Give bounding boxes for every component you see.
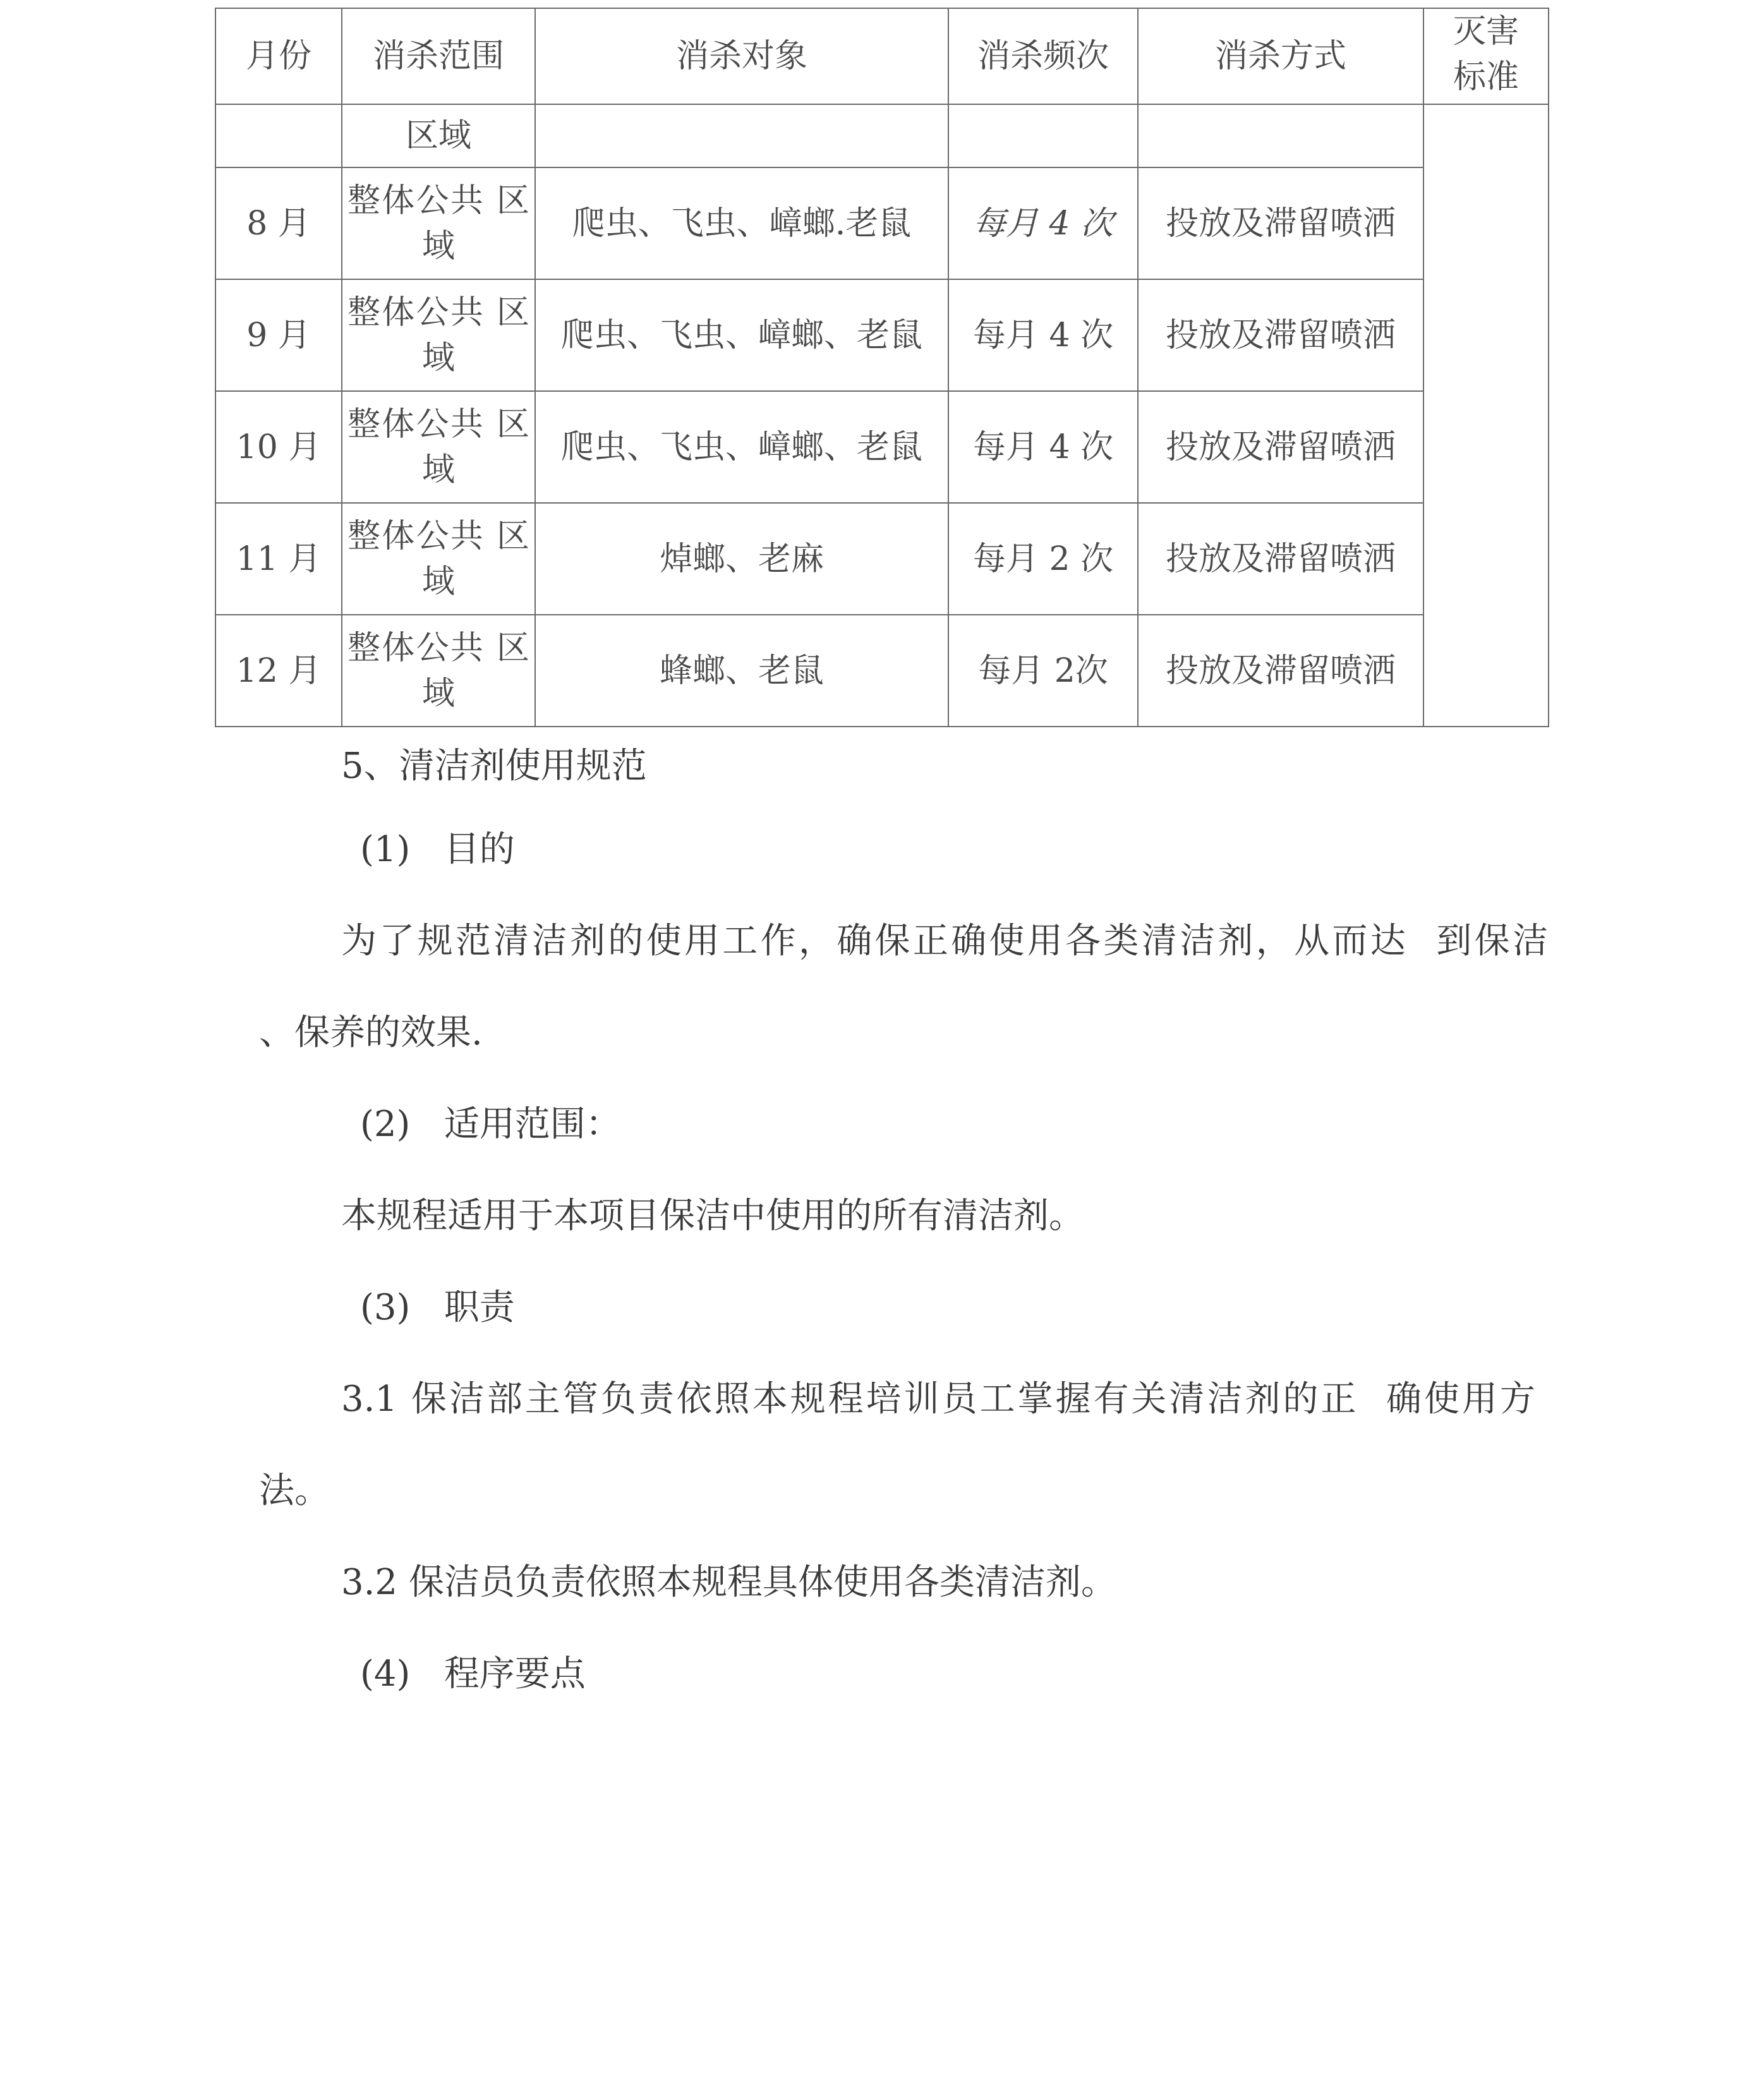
cell-month: 12 月 bbox=[215, 615, 342, 727]
cell-target: 爬虫、飞虫、嶂螂、老鼠 bbox=[535, 279, 948, 391]
table-row bbox=[215, 279, 1549, 391]
cell-month: 10 月 bbox=[215, 391, 342, 503]
cell-month: 9 月 bbox=[215, 279, 342, 391]
header-standard bbox=[1423, 8, 1549, 104]
cell-frequency-empty bbox=[948, 104, 1138, 167]
cell-month-empty bbox=[215, 104, 342, 167]
item1-paragraph-line2: 、保养的效果. bbox=[259, 1012, 483, 1053]
table-row bbox=[215, 615, 1549, 727]
header-month: 月份 bbox=[215, 8, 342, 104]
item3-paragraph1-line2: 法。 bbox=[259, 1470, 330, 1511]
cell-target: 爬虫、飞虫、嶂螂.老鼠 bbox=[535, 167, 948, 279]
item1-paragraph-line1: 为了规范清洁剂的使用工作，确保正确使用各类清洁剂，从而达 到保洁 bbox=[341, 921, 1548, 962]
scope-text-line1: 整体公共 区 bbox=[347, 517, 529, 555]
cell-method: 投放及滞留喷洒 bbox=[1138, 503, 1423, 615]
cell-scope-continued: 区域 bbox=[342, 104, 535, 167]
table-header-row bbox=[215, 8, 1549, 104]
scope-text-line1: 整体公共 区 bbox=[347, 293, 529, 332]
header-frequency: 消杀频次 bbox=[948, 8, 1138, 104]
cell-frequency: 每月 2次 bbox=[948, 615, 1138, 727]
cell-scope bbox=[342, 167, 535, 279]
cell-target: 焯螂、老麻 bbox=[535, 503, 948, 615]
header-target: 消杀对象 bbox=[535, 8, 948, 104]
scope-text-line2: 域 bbox=[421, 450, 455, 489]
item3-paragraph2: 3.2 保洁员负责依照本规程具体使用各类清洁剂。 bbox=[341, 1562, 1116, 1603]
cell-frequency: 每月 2 次 bbox=[948, 503, 1138, 615]
item4-heading: (4) 程序要点 bbox=[360, 1653, 586, 1695]
scope-text-line2: 域 bbox=[421, 227, 455, 265]
cell-scope bbox=[342, 503, 535, 615]
scope-text-line1: 整体公共 区 bbox=[347, 181, 529, 220]
section-title: 5、清洁剂使用规范 bbox=[341, 746, 647, 787]
scope-text-line1: 整体公共 区 bbox=[347, 405, 529, 444]
cell-method-empty bbox=[1138, 104, 1423, 167]
item2-heading: (2) 适用范围： bbox=[360, 1104, 621, 1145]
cell-frequency: 每月 4 次 bbox=[948, 167, 1138, 279]
scope-text-line1: 整体公共 区 bbox=[347, 629, 529, 667]
item3-paragraph1-line1: 3.1 保洁部主管负责依照本规程培训员工掌握有关清洁剂的正 确使用方 bbox=[341, 1379, 1535, 1420]
table-row bbox=[215, 167, 1549, 279]
header-method: 消杀方式 bbox=[1138, 8, 1423, 104]
cell-frequency: 每月 4 次 bbox=[948, 279, 1138, 391]
cell-scope bbox=[342, 391, 535, 503]
table-row-continued bbox=[215, 104, 1549, 167]
cell-standard-merged bbox=[1423, 104, 1549, 727]
cell-method: 投放及滞留喷洒 bbox=[1138, 615, 1423, 727]
table-row bbox=[215, 391, 1549, 503]
header-scope: 消杀范围 bbox=[342, 8, 535, 104]
scope-text-line2: 域 bbox=[421, 562, 455, 601]
cell-target: 爬虫、飞虫、嶂螂、老鼠 bbox=[535, 391, 948, 503]
pest-control-schedule-table bbox=[215, 8, 1549, 727]
cell-scope bbox=[342, 615, 535, 727]
cell-month: 8 月 bbox=[215, 167, 342, 279]
item1-heading: (1) 目的 bbox=[360, 829, 515, 870]
table-row bbox=[215, 503, 1549, 615]
item2-paragraph: 本规程适用于本项目保洁中使用的所有清洁剂。 bbox=[341, 1195, 1084, 1236]
cell-method: 投放及滞留喷洒 bbox=[1138, 279, 1423, 391]
cell-method: 投放及滞留喷洒 bbox=[1138, 391, 1423, 503]
cell-frequency: 每月 4 次 bbox=[948, 391, 1138, 503]
scope-text-line2: 域 bbox=[421, 674, 455, 713]
cell-target: 蜂螂、老鼠 bbox=[535, 615, 948, 727]
scope-text-line2: 域 bbox=[421, 339, 455, 377]
cell-method: 投放及滞留喷洒 bbox=[1138, 167, 1423, 279]
cell-month: 11 月 bbox=[215, 503, 342, 615]
cell-scope bbox=[342, 279, 535, 391]
cell-target-empty bbox=[535, 104, 948, 167]
header-standard-text: 灭害 标准 bbox=[1453, 13, 1519, 96]
item3-heading: (3) 职责 bbox=[360, 1287, 515, 1328]
